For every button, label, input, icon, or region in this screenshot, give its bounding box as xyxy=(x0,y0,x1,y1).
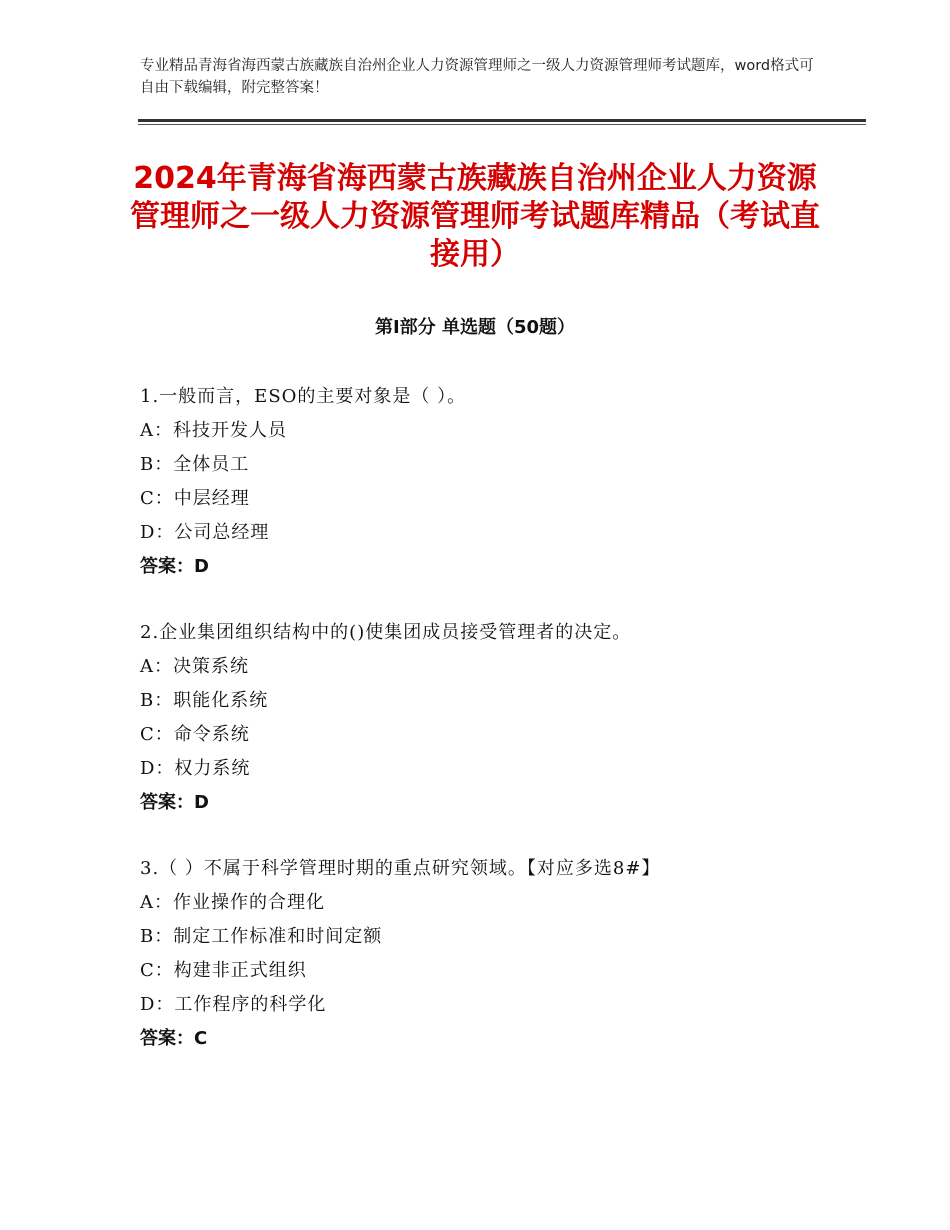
question-1 xyxy=(140,380,840,584)
option-d: D：权力系统 xyxy=(140,758,251,779)
answer: 答案：D xyxy=(140,556,209,577)
question-2 xyxy=(140,616,840,820)
option-c: C：中层经理 xyxy=(140,488,250,509)
option-a: A：科技开发人员 xyxy=(140,420,287,441)
header-divider-thin xyxy=(138,124,866,125)
option-c: C：构建非正式组织 xyxy=(140,960,307,981)
option-a: A：作业操作的合理化 xyxy=(140,892,325,913)
section-heading: 第Ⅰ部分 单选题（50题） xyxy=(374,317,575,338)
option-d: D：工作程序的科学化 xyxy=(140,994,327,1015)
option-b: B：职能化系统 xyxy=(140,690,269,711)
option-b: B：制定工作标准和时间定额 xyxy=(140,926,383,947)
answer: 答案：C xyxy=(140,1028,208,1049)
header-divider-thick xyxy=(138,119,866,122)
option-a: A：决策系统 xyxy=(140,656,249,677)
answer: 答案：D xyxy=(140,792,209,813)
header-note: 专业精品青海省海西蒙古族藏族自治州企业人力资源管理师之一级人力资源管理师考试题库，word格式可自由下载编辑，附完整答案！ xyxy=(140,58,814,96)
question-stem: 2.企业集团组织结构中的()使集团成员接受管理者的决定。 xyxy=(140,622,632,643)
option-d: D：公司总经理 xyxy=(140,522,270,543)
question-list xyxy=(140,380,840,1088)
option-c: C：命令系统 xyxy=(140,724,250,745)
question-stem: 1.一般而言，ESO的主要对象是（ ）。 xyxy=(140,386,467,407)
question-3 xyxy=(140,852,840,1056)
option-b: B：全体员工 xyxy=(140,454,250,475)
document-title: 2024年青海省海西蒙古族藏族自治州企业人力资源管理师之一级人力资源管理师考试题库精品（考试直接用） xyxy=(130,161,820,272)
question-stem: 3.（ ）不属于科学管理时期的重点研究领域。【对应多选8#】 xyxy=(140,858,661,879)
